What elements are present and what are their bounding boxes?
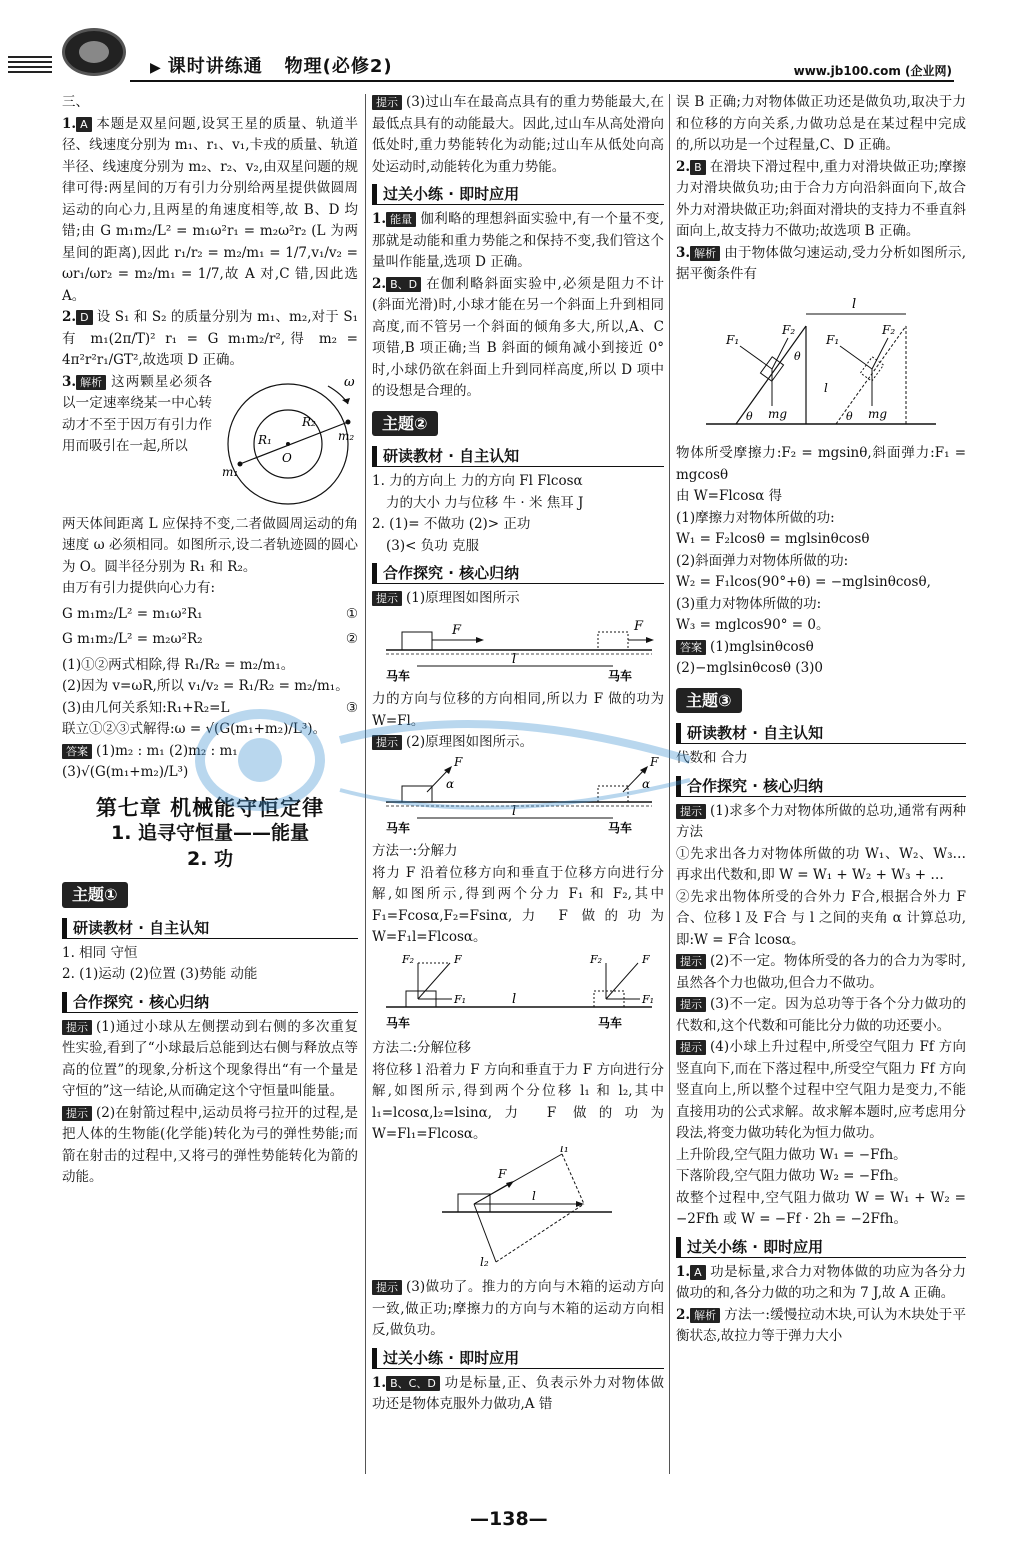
paragraph: 将力 F 沿着位移方向和垂直于位移方向进行分解,如图所示,得到两个分力 F₁ 和 F₂,其中 F₁=Fcosα,F₂=Fsinα,力 F 做的功为 W=F₁l=Flcosα。 [372, 864, 664, 945]
cart-label: 马车 [608, 820, 633, 834]
answer-badge: B、C、D [386, 1376, 440, 1391]
equation-1: G m₁m₂/L² = m₁ω²R₁ ① [62, 605, 358, 622]
step: (3)由几何关系知:R₁+R₂=L ③ [62, 699, 358, 716]
answer-badge: 答案 [62, 744, 92, 759]
m2-label: m₂ [338, 428, 355, 443]
website-label: www.jb100.com (企业网) [793, 64, 952, 78]
cart-force-diagram-2 [372, 754, 662, 834]
paragraph: 提示 (1)原理图如图所示 [372, 588, 664, 610]
paragraph: 提示 (2)原理图如图所示。 [372, 732, 664, 754]
theta-label: θ [794, 349, 801, 363]
hint-badge: 提示 [372, 1280, 402, 1295]
displacement-label: l [512, 651, 517, 667]
section-heading: 合作探究 · 核心归纳 [372, 563, 664, 584]
theta-label: θ [846, 409, 853, 423]
answer-item: 1. B、C、D 功是标量,正、负表示外力对物体做功还是物体克服外力做功,A 错 [372, 1374, 664, 1412]
force-label: F [454, 754, 463, 769]
paragraph: 提示 (2)在射箭过程中,运动员将弓拉开的过程,是把人体的生物能(化学能)转化为弓的弹性势能;而箭在射击的过程中,又将弓的弹性势能转化为箭的动能。 [62, 1104, 358, 1185]
paragraph: 故整个过程中,空气阻力做功 W = W₁ + W₂ = −2Ffh 或 W = −Ff · 2h = −2Ffh。 [676, 1189, 966, 1227]
paragraph: 提示 (1)求多个力对物体所做的总功,通常有两种方法 [676, 802, 966, 840]
force-label: F [634, 618, 644, 634]
page-number: —138— [470, 1508, 548, 1530]
m1-label: m₁ [222, 464, 239, 479]
paragraph: 力的方向与位移的方向相同,所以力 F 做的功为 W=Fl。 [372, 691, 664, 729]
final-answer: (3)√(G(m₁+m₂)/L³) [62, 764, 189, 780]
alpha-label: α [642, 776, 651, 791]
cart-label: 马车 [386, 820, 411, 834]
lesson-title: 1. 追寻守恒量——能量 [110, 822, 310, 844]
answer-item: 2. B 在滑块下滑过程中,重力对滑块做正功;摩擦力对滑块做负功;由于合力方向沿斜面向下,故合外力对滑块做正功;斜面对滑块的支持力不垂直斜面向上,故支持力不做功;故选项 B 正确。 [676, 158, 966, 239]
section-heading: 过关小练 · 即时应用 [372, 184, 664, 205]
hint-badge: 提示 [372, 95, 402, 110]
cart-label: 马车 [386, 668, 411, 682]
topic-badge: 主题① [62, 882, 128, 908]
hint-badge: 提示 [372, 591, 402, 606]
column-divider-1 [365, 94, 366, 1474]
equation-2: G m₁m₂/L² = m₂ω²R₂ ② [62, 631, 358, 647]
step: 联立①②③式解得:ω = √(G(m₁+m₂)/L³)。 [62, 721, 327, 737]
answer-item: 1. A 本题是双星问题,设冥王星的质量、轨道半径、线速度分别为 m₁、r₁、v₁,卡戎的质量、轨道半径、线速度分别为 m₂、r₂、v₂,由双星问题的规律可得:两星间的万有引力分别给两星提供做圆周运动的向心力,且两星的角速度相等,故 B、D 均错;由 G m₁m₂/L² = m₁ω²r₁ = m₂ω²r₂ (L 为两星间的距离),因此 r₁/r₂ = m₂/m₁ = 1/7,v₁/v₂ = ωr₁/ωr₂ = m₂/m₁ = 1/7,故 A 对,C 错,因此选 A。 [62, 115, 358, 304]
section-heading: 研读教材 · 自主认知 [62, 918, 358, 939]
paragraph: 上升阶段,空气阻力做功 W₁ = −Ffh。 [676, 1146, 907, 1163]
method-title: 方法二:分解位移 [372, 1040, 472, 1056]
section-heading: 过关小练 · 即时应用 [372, 1348, 664, 1369]
incline-length-label: l [824, 380, 828, 395]
answer-badge: 能量 [386, 212, 416, 227]
answer-item: 2. 解析 方法一:缓慢拉动木块,可认为木块处于平衡状态,故拉力等于弹力大小 [676, 1306, 966, 1344]
f1-label: F₁ [454, 992, 467, 1006]
incline-force-diagram [676, 286, 966, 436]
force-label: F [454, 952, 462, 966]
paragraph: 提示 (4)小球上升过程中,所受空气阻力 Ff 方向竖直向下,而在下落过程中,所受空气阻力 Ff 方向竖直向上,所以整个过程中空气阻力是变力,不能直接用功的公式求解。故求解本题时,应考虑用分段法,将变力做功转化为恒力做功。 [676, 1039, 966, 1141]
paragraph: 代数和 合力 [676, 750, 748, 766]
paragraph: 物体所受摩擦力:F₂ = mgsinθ,斜面弹力:F₁ = mgcosθ [676, 445, 966, 483]
cart-label: 马车 [608, 668, 633, 682]
paragraph: 两天体间距离 L 应保持不变,二者做圆周运动的角速度 ω 必须相同。如图所示,设二者轨迹圆的圆心为 O。圆半径分别为 R₁ 和 R₂。 [62, 515, 358, 575]
answer-badge: 解析 [690, 246, 720, 261]
section-heading: 过关小练 · 即时应用 [676, 1237, 966, 1258]
answer-badge: A [76, 117, 92, 132]
answer-item: 2. B、D 在伽利略斜面实验中,必须是阻力不计(斜面光滑)时,小球才能在另一个斜面上升到相同高度,而不管另一个斜面的倾角多大,所以,A、C 项错,B 项正确;当 B 斜面的倾角减小到接近 0°时,小球仍欲在斜面上升到同样高度,所以 D 项中的设想是合理的。 [372, 275, 664, 399]
force-label: F [650, 754, 659, 769]
binary-star-diagram [218, 372, 358, 512]
paragraph: 由 W=Flcosα 得 [676, 488, 783, 504]
alpha-label: α [446, 776, 455, 791]
displacement-label: l [852, 296, 857, 312]
answer-item: ω R₁ R₂ O m₁ m₂ 3. 解析 这两颗星必须各以一定速率绕某一中心转动才不至于因万有引力作用而吸引在一起,所以 [62, 372, 358, 514]
answer-item: 2. D 设 S₁ 和 S₂ 的质量分别为 m₁、m₂,对于 S₁ 有 m₁(2π/T)² r₁ = G m₁m₂/r²,得 m₂ = 4π²r²r₁/GT²,故选项 D 正确。 [62, 309, 358, 368]
f1-label: F₁ [826, 332, 840, 347]
paragraph: 提示 (1)通过小球从左侧摆动到右侧的多次重复性实验,看到了“小球最后总能到达右侧与释放点等高的位置”的现象,分析这个现象得出“有一个量是守恒的”这一结论,从而确定这个守恒量叫能量。 [62, 1018, 358, 1099]
paragraph: 提示 (3)不一定。因为总功等于各个分力做功的代数和,这个代数和可能比分力做的功还要小。 [676, 996, 966, 1034]
hint-badge: 提示 [676, 954, 706, 969]
paragraph: 1. 力的方向上 力的方向 Fl Flcosα [372, 473, 583, 489]
answer-item: 3. 解析 由于物体做匀速运动,受力分析如图所示,据平衡条件有 [676, 244, 966, 282]
header-rule [130, 80, 954, 82]
displacement-label: l [532, 1188, 536, 1203]
displacement-decomposition-diagram [372, 1146, 662, 1270]
answer-item: 1. 能量 伽利略的理想斜面实验中,有一个量不变,那就是动能和重力势能之和保持不变,我们管这个量叫作能量,选项 D 正确。 [372, 211, 664, 270]
page-header [0, 0, 1024, 84]
f2-label: F₂ [590, 952, 603, 966]
column-3 [676, 92, 966, 1348]
section-heading: 研读教材 · 自主认知 [372, 446, 664, 467]
section-heading: 合作探究 · 核心归纳 [676, 776, 966, 797]
f1-label: F₁ [726, 332, 740, 347]
paragraph: (1)摩擦力对物体所做的功: [676, 509, 835, 526]
paragraph: 提示 (2)不一定。物体所受的各力的合力为零时,虽然各个力也做功,但合力不做功。 [676, 953, 966, 991]
answer-badge: 解析 [690, 1308, 720, 1323]
l1-label: l₁ [560, 1145, 569, 1155]
answer-badge: 答案 [676, 640, 706, 655]
hint-badge: 提示 [676, 1040, 706, 1055]
f1-label: F₁ [642, 992, 655, 1006]
section-heading: 合作探究 · 核心归纳 [62, 992, 358, 1013]
book-title: ▶ 课时讲练通 物理(必修2) [150, 56, 393, 77]
r2-label: R₂ [302, 414, 316, 429]
paragraph: 力的大小 力与位移 牛 · 米 焦耳 J [386, 494, 584, 511]
f2-label: F₂ [882, 322, 896, 337]
topic-badge: 主题③ [676, 688, 742, 714]
hint-badge: 提示 [372, 735, 402, 750]
lesson-title: 2. 功 [186, 847, 234, 870]
paragraph: (3)< 负功 克服 [386, 537, 480, 554]
displacement-label: l [512, 803, 517, 819]
f2-label: F₂ [782, 322, 796, 337]
header-decor-lines [8, 56, 52, 76]
paragraph: 提示 (3)做功了。推力的方向与木箱的运动方向一致,做正功;摩擦力的方向与木箱的运动方向相反,做负功。 [372, 1279, 664, 1338]
paragraph: ②先求出物体所受的合外力 F合,根据合外力 F合、位移 l 及 F合 与 l 之间的夹角 α 计算总功,即:W = F合 lcosα。 [676, 888, 966, 948]
column-1 [62, 92, 358, 1189]
method-title: 方法一:分解力 [372, 843, 458, 859]
section-label: 三、 [62, 94, 89, 110]
answer-badge: B、D [386, 277, 421, 292]
paragraph: 2. (1)= 不做功 (2)> 正功 [372, 516, 531, 532]
paragraph: (2)斜面弹力对物体所做的功: [676, 552, 849, 569]
paragraph: 由万有引力提供向心力有: [62, 580, 216, 596]
force-label: F [452, 622, 462, 638]
center-label: O [282, 450, 292, 465]
gravity-label: mg [768, 406, 788, 421]
gravity-label: mg [868, 406, 888, 421]
r1-label: R₁ [258, 432, 272, 447]
column-divider-2 [669, 94, 670, 1474]
final-answer: (2)−mglsinθcosθ (3)0 [676, 660, 824, 676]
step: (2)因为 v=ωR,所以 v₁/v₂ = R₁/R₂ = m₂/m₁。 [62, 678, 349, 694]
hint-badge: 提示 [676, 997, 706, 1012]
force-label: F [498, 1166, 507, 1181]
theta-label: θ [746, 409, 753, 423]
step: (1)①②两式相除,得 R₁/R₂ = m₂/m₁。 [62, 656, 295, 673]
force-label: F [642, 952, 650, 966]
publisher-logo [62, 28, 126, 76]
hint-badge: 提示 [62, 1106, 92, 1121]
cart-label: 马车 [386, 1015, 411, 1030]
chapter-title: 第七章 机械能守恒定律 [95, 795, 325, 820]
paragraph: 将位移 l 沿着力 F 方向和垂直于力 F 方向进行分解,如图所示,得到两个分位移 l₁ 和 l₂,其中 l₁=lcosα,l₂=lsinα,力 F 做的功为 W=Fl₁=Flcosα。 [372, 1061, 664, 1142]
answer-badge: D [76, 310, 92, 325]
f2-label: F₂ [402, 952, 415, 966]
paragraph: 下落阶段,空气阻力做功 W₂ = −Ffh。 [676, 1168, 907, 1184]
paragraph: 提示 (3)过山车在最高点具有的重力势能最大,在最低点具有的动能最大。因此,过山车从高处滑向低处时,重力势能转化为动能;过山车从低处向高处运动时,动能转化为重力势能。 [372, 94, 664, 175]
column-2 [372, 92, 664, 1416]
l2-label: l₂ [480, 1254, 489, 1269]
force-decomposition-diagram [372, 949, 662, 1031]
displacement-label: l [512, 991, 517, 1007]
triangle-icon: ▶ [150, 60, 162, 76]
paragraph: (3)重力对物体所做的功: [676, 595, 822, 612]
cart-label: 马车 [598, 1015, 623, 1030]
answer-item: 1. A 功是标量,求合力对物体做的功应为各分力做功的和,各分力做的功之和为 7 J,故 A 正确。 [676, 1263, 966, 1301]
paragraph: W₃ = mglcos90° = 0。 [676, 617, 830, 633]
paragraph: 2. (1)运动 (2)位置 (3)势能 动能 [62, 966, 258, 982]
answer-badge: B [690, 160, 706, 175]
paragraph: W₁ = F₂lcosθ = mglsinθcosθ [676, 531, 870, 547]
paragraph: 1. 相同 守恒 [62, 944, 138, 961]
answer-badge: 解析 [76, 375, 106, 390]
paragraph: ①先求出各力对物体所做的功 W₁、W₂、W₃…再求出代数和,即 W = W₁ + W₂ + W₃ + … [676, 845, 966, 883]
hint-badge: 提示 [62, 1020, 92, 1035]
answer-badge: A [690, 1265, 706, 1280]
final-answer: 答案 (1)mglsinθcosθ [676, 637, 966, 659]
paragraph: W₂ = F₁lcos(90°+θ) = −mglsinθcosθ, [676, 574, 931, 590]
paragraph: 误 B 正确;力对物体做正功还是做负功,取决于力和位移的方向关系,力做功总是在某过程中完成的,所以功是一个过程量,C、D 正确。 [676, 94, 966, 153]
final-answer: 答案 (1)m₂ : m₁ (2)m₂ : m₁ [62, 741, 358, 763]
hint-badge: 提示 [676, 804, 706, 819]
cart-force-diagram-1 [372, 610, 662, 682]
omega-label: ω [344, 374, 355, 390]
section-heading: 研读教材 · 自主认知 [676, 723, 966, 744]
topic-badge: 主题② [372, 411, 438, 437]
